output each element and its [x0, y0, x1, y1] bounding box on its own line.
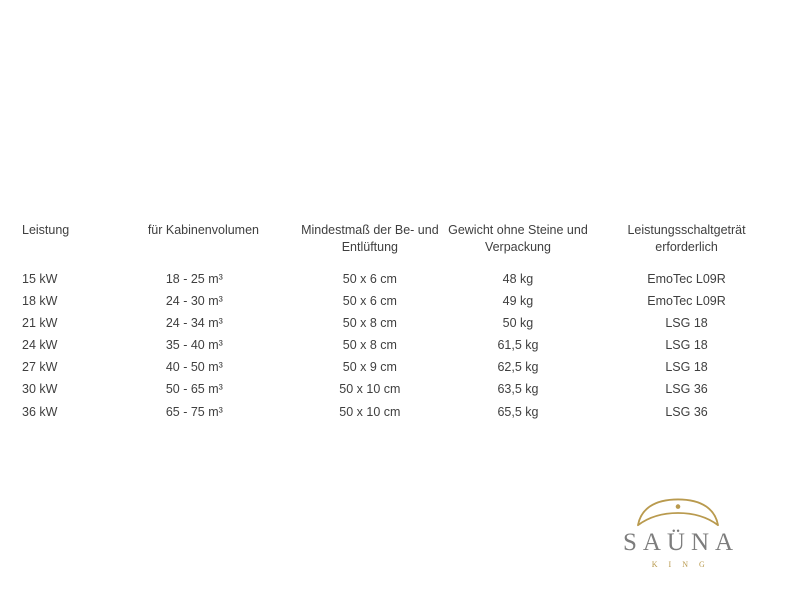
cell-gewicht: 48 kg	[502, 271, 534, 286]
cell-kabinenvolumen: 35 - 40 m³	[165, 338, 223, 353]
table-row	[20, 290, 780, 312]
cell-leistungsschaltgeraet: EmoTec L09R	[647, 293, 726, 308]
column-header-leistung: Leistung	[22, 223, 70, 237]
cell-gewicht: 65,5 kg	[497, 404, 539, 419]
cell-entlueftung: 50 x 6 cm	[342, 271, 397, 286]
cell-kabinenvolumen: 24 - 34 m³	[165, 316, 223, 330]
cell-leistung: 15 kW	[22, 271, 58, 286]
table-row	[20, 378, 780, 400]
cell-kabinenvolumen: 40 - 50 m³	[165, 360, 223, 375]
cell-entlueftung: 50 x 10 cm	[339, 404, 401, 419]
logo-tagline: K I N G	[651, 560, 710, 569]
table-row	[20, 401, 780, 423]
table-row	[20, 312, 780, 334]
brand-logo	[588, 498, 768, 568]
logo-wordmark: SAÜNA	[622, 529, 740, 556]
cell-entlueftung: 50 x 6 cm	[342, 293, 397, 308]
cell-gewicht: 61,5 kg	[497, 338, 539, 353]
cell-kabinenvolumen: 18 - 25 m³	[165, 271, 223, 286]
column-header-gewicht: Gewicht ohne Steine und Verpackung	[448, 223, 588, 254]
cell-leistungsschaltgeraet: LSG 18	[665, 316, 708, 330]
cell-kabinenvolumen: 24 - 30 m³	[165, 293, 223, 308]
cell-gewicht: 49 kg	[502, 293, 534, 308]
table-row	[20, 356, 780, 378]
cell-leistungsschaltgeraet: LSG 18	[665, 360, 708, 375]
table-row	[20, 268, 780, 290]
table-row	[20, 334, 780, 356]
table-header-row	[20, 222, 780, 268]
column-header-kabinenvolumen: für Kabinenvolumen	[147, 223, 259, 237]
table-body	[20, 268, 780, 423]
cell-leistungsschaltgeraet: EmoTec L09R	[647, 271, 726, 286]
cell-leistungsschaltgeraet: LSG 18	[665, 338, 708, 353]
table-header	[20, 222, 780, 268]
cell-kabinenvolumen: 65 - 75 m³	[165, 404, 223, 419]
cell-kabinenvolumen: 50 - 65 m³	[165, 382, 223, 397]
column-header-entlueftung: Mindestmaß der Be- und Entlüftung	[301, 223, 439, 254]
cell-entlueftung: 50 x 8 cm	[342, 338, 397, 353]
cell-entlueftung: 50 x 10 cm	[339, 382, 401, 397]
cell-leistungsschaltgeraet: LSG 36	[665, 404, 708, 419]
specification-table	[20, 222, 780, 423]
crown-icon	[635, 498, 721, 528]
cell-entlueftung: 50 x 8 cm	[342, 316, 397, 330]
cell-leistung: 21 kW	[22, 316, 58, 330]
cell-leistung: 18 kW	[22, 293, 58, 308]
cell-leistung: 30 kW	[22, 382, 58, 397]
column-header-leistungsschaltgeraet: Leistungsschaltgeträt erforderlich	[627, 223, 746, 254]
cell-gewicht: 63,5 kg	[497, 382, 539, 397]
cell-gewicht: 62,5 kg	[497, 360, 539, 375]
cell-leistungsschaltgeraet: LSG 36	[665, 382, 708, 397]
cell-leistung: 24 kW	[22, 338, 58, 353]
cell-gewicht: 50 kg	[502, 316, 534, 330]
cell-leistung: 36 kW	[22, 404, 58, 419]
cell-entlueftung: 50 x 9 cm	[342, 360, 397, 375]
cell-leistung: 27 kW	[22, 360, 58, 375]
